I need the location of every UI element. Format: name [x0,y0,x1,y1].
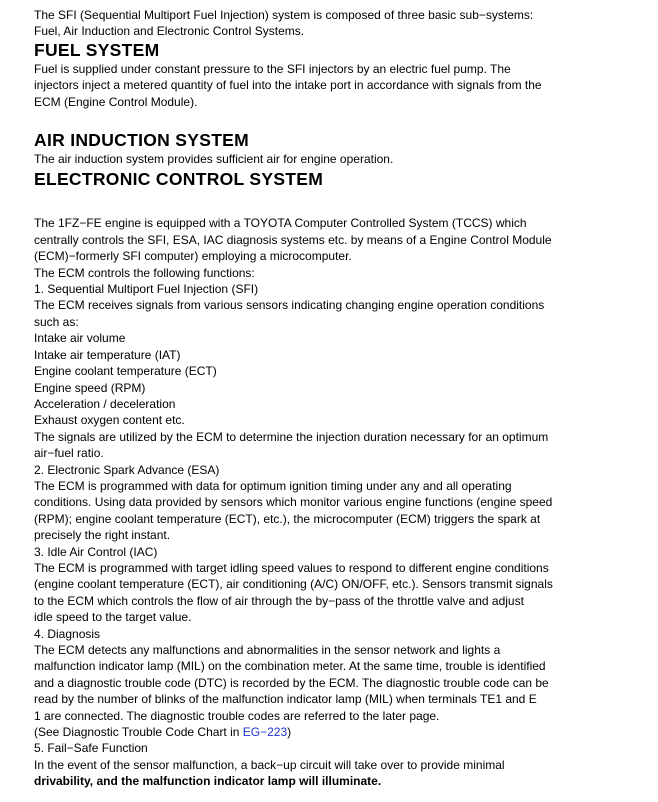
ecs-last-line: drivability, and the malfunction indicator lamp will illuminate. [34,774,382,789]
ecs-line: conditions. Using data provided by sensors which monitor various engine functions (engine speed [34,495,553,510]
ecs-line: Engine speed (RPM) [34,380,146,395]
ecs-line: The ECM is programmed with data for optimum ignition timing under any and all operating [34,478,512,493]
ecs-line: The ECM is programmed with target idling speed values to respond to different engine conditions [34,560,549,575]
ecs-line: 2. Electronic Spark Advance (ESA) [34,462,220,477]
ecs-line: (RPM); engine coolant temperature (ECT), etc.), the microcomputer (ECM) triggers the spark at [34,511,541,526]
ecs-line: and a diagnostic trouble code (DTC) is recorded by the ECM. The diagnostic trouble code can be [34,675,549,690]
ecs-line: (engine coolant temperature (ECT), air conditioning (A/C) ON/OFF, etc.). Sensors transmit signals [34,577,553,592]
dtc-reference-line [34,724,646,740]
ecs-line: The ECM detects any malfunctions and abnormalities in the sensor network and lights a [34,643,501,657]
ecs-line: 3. Idle Air Control (IAC) [34,544,158,559]
ecs-line: Intake air temperature (IAT) [34,347,181,362]
electronic-control-heading: ELECTRONIC CONTROL SYSTEM [34,169,324,190]
ecs-line: 5. Fail−Safe Function [34,741,148,756]
ecs-line: The signals are utilized by the ECM to determine the injection duration necessary for an optimum [34,429,549,444]
ecs-line: precisely the right instant. [34,528,171,543]
fuel-line: Fuel is supplied under constant pressure to the SFI injectors by an electric fuel pump. The [34,61,511,76]
intro-line: Fuel, Air Induction and Electronic Control Systems. [34,24,305,39]
ecs-line: malfunction indicator lamp (MIL) on the combination meter. At the same time, trouble is identified [34,659,546,674]
ecs-line: 1 are connected. The diagnostic trouble codes are referred to the later page. [34,708,440,723]
ecs-line: read by the number of blinks of the malfunction indicator lamp (MIL) when terminals TE1 and E [34,692,537,707]
ecs-line: (ECM)−formerly SFI computer) employing a microcomputer. [34,249,352,264]
fuel-line: ECM (Engine Control Module). [34,94,198,109]
document-page [34,7,646,790]
air-induction-heading: AIR INDUCTION SYSTEM [34,130,250,151]
air-line: The air induction system provides sufficient air for engine operation. [34,152,394,167]
ecs-line: 1. Sequential Multiport Fuel Injection (SFI) [34,282,259,297]
ecs-line: Engine coolant temperature (ECT) [34,364,217,379]
ecs-line: The 1FZ−FE engine is equipped with a TOYOTA Computer Controlled System (TCCS) which [34,216,527,231]
ecs-line: Acceleration / deceleration [34,396,176,411]
ecs-line: air−fuel ratio. [34,446,104,461]
fuel-line: injectors inject a metered quantity of fuel into the intake port in accordance with signals from the [34,78,542,93]
ecs-line: 4. Diagnosis [34,626,101,641]
ecs-line: Exhaust oxygen content etc. [34,413,185,428]
ecs-line: The ECM controls the following functions: [34,265,255,280]
ecs-line: such as: [34,314,79,329]
dtc-reference-prefix: (See Diagnostic Trouble Code Chart in [34,725,243,740]
intro-line: The SFI (Sequential Multiport Fuel Injection) system is composed of three basic sub−systems: [34,8,534,22]
ecs-body [34,215,646,789]
ecs-line: In the event of the sensor malfunction, a back−up circuit will take over to provide minimal [34,757,505,772]
ecs-line: centrally controls the SFI, ESA, IAC diagnosis systems etc. by means of a Engine Control Module [34,232,552,247]
ecs-line: to the ECM which controls the flow of air through the by−pass of the throttle valve and adjust [34,593,524,608]
eg-223-link[interactable]: EG−223 [242,725,288,740]
fuel-system-heading: FUEL SYSTEM [34,39,160,60]
ecs-line: The ECM receives signals from various sensors indicating changing engine operation conditions [34,298,545,313]
ecs-line: Intake air volume [34,331,126,346]
dtc-reference-suffix: ) [287,725,292,740]
ecs-line: idle speed to the target value. [34,610,192,625]
